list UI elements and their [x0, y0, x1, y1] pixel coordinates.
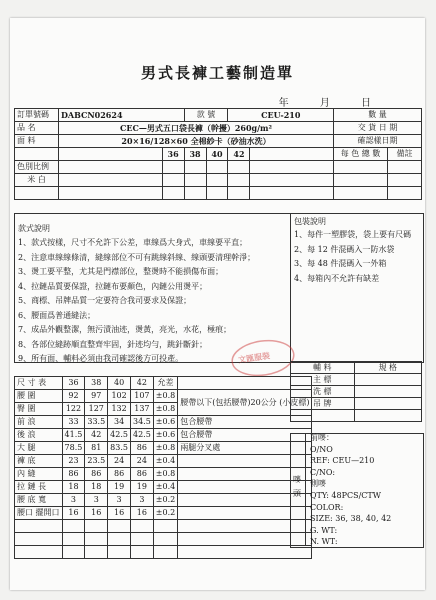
- measure-cell: 86: [85, 468, 108, 481]
- size-header: 38: [184, 148, 206, 161]
- measure-cell: 78.5: [62, 442, 85, 455]
- measure-cell: 腰 底 寬: [15, 494, 63, 507]
- color-ratio-label: 色別比例: [15, 161, 59, 174]
- mark-line: O/NO: [310, 444, 333, 454]
- mark-divider: [305, 433, 306, 546]
- measure-cell: 132: [108, 403, 131, 416]
- measure-cell: 42.5: [108, 429, 131, 442]
- mark-list: [310, 432, 422, 548]
- measure-cell: 腰 圍: [15, 390, 63, 403]
- measure-cell: 86: [130, 468, 153, 481]
- measure-cell: ±0.8: [153, 442, 177, 455]
- product-name: CEC—男式五口袋長褲（幹擾）260g/m²: [58, 122, 333, 135]
- measure-cell: 16: [108, 507, 131, 520]
- measure-header: 42: [130, 377, 153, 390]
- measure-cell: 16: [85, 507, 108, 520]
- measure-cell: 大 腿: [15, 442, 63, 455]
- mark-line: QTY: 48PCS/CTW: [310, 490, 381, 500]
- mark-line: 側嘜: [310, 479, 326, 489]
- measure-row: [15, 455, 312, 468]
- measure-cell: 24: [130, 455, 153, 468]
- measure-cell: 42.5: [130, 429, 153, 442]
- style-number: CEU-210: [228, 109, 334, 122]
- measure-cell: 83.5: [108, 442, 131, 455]
- measure-header: 允差: [153, 377, 177, 390]
- measure-header: 38: [85, 377, 108, 390]
- document-title: 男式長褲工藝制造單: [140, 64, 294, 82]
- mark-line: COLOR:: [310, 502, 344, 512]
- packing-item: 1、每件一塑膠袋，袋上要有尺碼: [294, 230, 412, 239]
- measure-cell: 41.5: [62, 429, 85, 442]
- style-note: 6、腰面爲普通縫法；: [18, 310, 96, 320]
- measure-cell: 97: [85, 390, 108, 403]
- measure-header: 36: [62, 377, 85, 390]
- fabric-value: 20×16/128×60 全棉紗卡（砂油水洗）: [58, 135, 333, 148]
- measure-cell: 3: [85, 494, 108, 507]
- measure-cell: 92: [62, 390, 85, 403]
- mark-label: 嘜 頭: [293, 475, 301, 498]
- color-value: 米 白: [15, 174, 59, 187]
- measure-cell: ±0.6: [153, 416, 177, 429]
- order-number: DABCN02624: [58, 109, 184, 122]
- document-sheet: [10, 18, 425, 590]
- measure-cell: ±0.8: [153, 468, 177, 481]
- measure-cell: 42: [85, 429, 108, 442]
- measure-row: [15, 442, 312, 455]
- measure-cell: 23.5: [85, 455, 108, 468]
- accessory-item: 主 標: [291, 374, 355, 386]
- measure-cell: ±0.4: [153, 455, 177, 468]
- mark-line: SIZE: 36, 38, 40, 42: [310, 514, 392, 524]
- measure-cell: 34.5: [130, 416, 153, 429]
- measure-row: [15, 429, 312, 442]
- style-note: 2、注意車線線條清，縫線部位不可有跳線斜線、線頭要清理幹淨；: [18, 252, 256, 262]
- measure-cell: 拉 鏈 長: [15, 481, 63, 494]
- measure-cell: 褲 底: [15, 455, 63, 468]
- measure-cell: 3: [108, 494, 131, 507]
- style-note: 9、所有面、輔料必須由我司確認後方可投產。: [18, 354, 184, 363]
- remark-label: 備註: [388, 148, 422, 161]
- measure-cell: 86: [108, 468, 131, 481]
- measure-header: 40: [108, 377, 131, 390]
- measure-cell: 86: [62, 468, 85, 481]
- accessory-item: 洗 標: [291, 386, 355, 398]
- fabric-label: 面 料: [15, 135, 59, 148]
- style-note: 4、拉鏈品質要保證，拉鏈布要顏色，內鏈公用燙平；: [18, 281, 208, 291]
- accessory-header: 輔 料: [291, 362, 355, 374]
- mark-line: C/NO:: [310, 467, 336, 477]
- measure-cell: 前 浪: [15, 416, 63, 429]
- measure-cell: 18: [85, 481, 108, 494]
- measure-note: 包合腰帶: [178, 416, 312, 429]
- measure-cell: 122: [62, 403, 85, 416]
- measure-cell: ±0.6: [153, 429, 177, 442]
- order-label: 訂單號碼: [15, 109, 59, 122]
- measure-cell: 3: [62, 494, 85, 507]
- packing-item: 4、每箱內不允許有缺差: [294, 273, 380, 283]
- measure-cell: 107: [130, 390, 153, 403]
- measure-note: 兩腿分叉處: [178, 442, 312, 455]
- mark-line: 前嘜：: [310, 433, 334, 442]
- measure-row: [15, 416, 312, 429]
- measure-cell: 3: [130, 494, 153, 507]
- measure-cell: ±0.2: [153, 494, 177, 507]
- style-note: 5、商標、吊牌品質一定要符合我司要求及保證；: [18, 296, 192, 305]
- measure-row: [15, 481, 312, 494]
- confirm-label: 確認樣日期: [334, 135, 422, 148]
- mark-line: REF: CEU—210: [310, 456, 375, 466]
- style-note: 7、成品外觀整潔，無污漬油迹，燙黃，亮光，水花，極痕；: [18, 325, 232, 334]
- accessory-item: 吊 牌: [291, 398, 355, 410]
- name-label: 品 名: [15, 122, 59, 135]
- delivery-label: 交 貨 日 期: [334, 122, 422, 135]
- packing-label: 包裝說明: [294, 217, 326, 226]
- measure-row: [15, 494, 312, 507]
- measure-cell: 102: [108, 390, 131, 403]
- measure-note: 腰帶以下(包括腰帶)20公分 (小皮標): [178, 390, 312, 416]
- spec-header: 規 格: [354, 362, 421, 374]
- measurement-table: [14, 376, 312, 559]
- measure-cell: 18: [62, 481, 85, 494]
- date-label: 年 月 日: [278, 98, 385, 109]
- style-note: 3、燙工要平整，尤其是門襟部位，整燙時不能損傷布面；: [18, 267, 224, 276]
- style-note: 8、各部位縫跡順直整齊牢固，針迹均勻，跳針斷針；: [18, 339, 208, 349]
- per-color-label: 每 色 總 數: [334, 148, 388, 161]
- packing-list: [294, 228, 422, 286]
- measure-cell: ±0.4: [153, 481, 177, 494]
- style-label: 款 號: [184, 109, 228, 122]
- measure-cell: 內 縫: [15, 468, 63, 481]
- stamp-text: 文匯服裝: [237, 350, 271, 365]
- mark-line: G. WT:: [310, 525, 338, 535]
- packing-item: 2、每 12 件混碼入一防水袋: [294, 244, 395, 254]
- size-header: 42: [228, 148, 250, 161]
- measure-row: [15, 507, 312, 520]
- measure-cell: 137: [130, 403, 153, 416]
- measure-cell: 19: [108, 481, 131, 494]
- measure-cell: 34: [108, 416, 131, 429]
- measure-cell: 24: [108, 455, 131, 468]
- measure-cell: 臀 圍: [15, 403, 63, 416]
- measure-cell: 86: [130, 442, 153, 455]
- measure-cell: ±0.8: [153, 390, 177, 403]
- measure-cell: 81: [85, 442, 108, 455]
- packing-item: 3、每 48 件混碼入一外箱: [294, 259, 387, 269]
- measure-cell: 16: [62, 507, 85, 520]
- mark-line: N. WT:: [310, 537, 338, 547]
- measure-cell: 127: [85, 403, 108, 416]
- measure-cell: 腰口 擺開口: [15, 507, 63, 520]
- style-notes-label: 款式說明: [18, 224, 50, 233]
- measure-cell: ±0.2: [153, 507, 177, 520]
- measure-note: 包合腰帶: [178, 429, 312, 442]
- measure-cell: 16: [130, 507, 153, 520]
- measure-row: [15, 390, 312, 403]
- measure-cell: 後 浪: [15, 429, 63, 442]
- qty-label: 數 量: [334, 109, 422, 122]
- measure-cell: 19: [130, 481, 153, 494]
- measure-header: 尺 寸 表: [15, 377, 63, 390]
- measure-cell: 33.5: [85, 416, 108, 429]
- header-table: [14, 108, 422, 200]
- size-header: 36: [162, 148, 184, 161]
- size-header: 40: [206, 148, 228, 161]
- measure-cell: ±0.8: [153, 403, 177, 416]
- style-note: 1、款式按樣，尺寸不允許下公差，車線爲大身式，車線要平直；: [18, 238, 248, 247]
- measure-cell: 33: [62, 416, 85, 429]
- measure-row: [15, 468, 312, 481]
- measure-cell: 23: [62, 455, 85, 468]
